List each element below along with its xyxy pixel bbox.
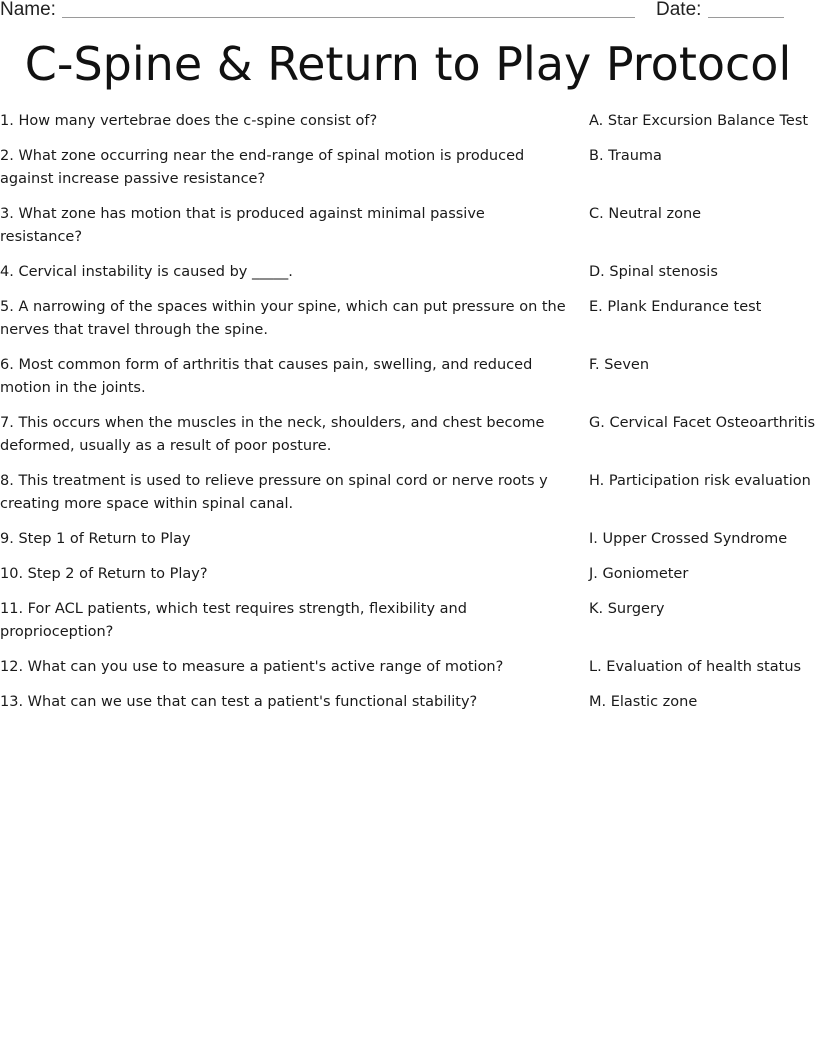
worksheet-header <box>0 0 816 24</box>
question-text: 10. Step 2 of Return to Play? <box>0 566 208 582</box>
matching-row <box>0 261 816 284</box>
matching-row <box>0 563 816 586</box>
answer-option: F. Seven <box>589 357 650 373</box>
question-text: 4. Cervical instability is caused by _____. <box>0 264 293 280</box>
question-text: 7. This occurs when the muscles in the neck, shoulders, and chest become deformed, usually as a result of poor posture. <box>0 415 545 454</box>
answer-option: H. Participation risk evaluation <box>589 473 811 489</box>
question-text: 6. Most common form of arthritis that causes pain, swelling, and reduced motion in the joints. <box>0 357 533 396</box>
answer-option: K. Surgery <box>589 601 665 617</box>
answer-option: D. Spinal stenosis <box>589 264 718 280</box>
answer-option: B. Trauma <box>589 148 662 164</box>
answer-option: A. Star Excursion Balance Test <box>589 113 809 129</box>
matching-row <box>0 203 816 249</box>
question-text: 5. A narrowing of the spaces within your spine, which can put pressure on the nerves that travel through the spine. <box>0 299 566 338</box>
matching-row <box>0 656 816 679</box>
worksheet-title: C-Spine & Return to Play Protocol <box>24 37 792 91</box>
date-blank-line <box>708 17 784 18</box>
answer-option: E. Plank Endurance test <box>589 299 762 315</box>
question-text: 8. This treatment is used to relieve pressure on spinal cord or nerve roots y creating more space within spinal canal. <box>0 473 548 512</box>
matching-row <box>0 354 816 400</box>
answer-option: I. Upper Crossed Syndrome <box>589 531 788 547</box>
question-text: 13. What can we use that can test a patient's functional stability? <box>0 694 478 710</box>
answer-option: M. Elastic zone <box>589 694 698 710</box>
matching-row <box>0 691 816 714</box>
answer-option: G. Cervical Facet Osteoarthritis <box>589 415 816 431</box>
answer-option: J. Goniometer <box>589 566 689 582</box>
answer-option: L. Evaluation of health status <box>589 659 802 675</box>
matching-row <box>0 412 816 458</box>
matching-row <box>0 528 816 551</box>
matching-row <box>0 145 816 191</box>
question-text: 3. What zone has motion that is produced against minimal passive resistance? <box>0 206 485 245</box>
matching-list <box>0 110 816 726</box>
name-label: Name: <box>0 0 56 20</box>
question-text: 1. How many vertebrae does the c-spine consist of? <box>0 113 378 129</box>
answer-option: C. Neutral zone <box>589 206 702 222</box>
matching-row <box>0 296 816 342</box>
question-text: 12. What can you use to measure a patient's active range of motion? <box>0 659 504 675</box>
name-blank-line <box>62 17 635 18</box>
question-text: 11. For ACL patients, which test requires strength, flexibility and proprioception? <box>0 601 467 640</box>
date-label: Date: <box>656 0 702 20</box>
matching-row <box>0 598 816 644</box>
matching-row <box>0 470 816 516</box>
question-text: 9. Step 1 of Return to Play <box>0 531 191 547</box>
matching-row <box>0 110 816 133</box>
question-text: 2. What zone occurring near the end-range of spinal motion is produced against increase passive resistance? <box>0 148 525 187</box>
